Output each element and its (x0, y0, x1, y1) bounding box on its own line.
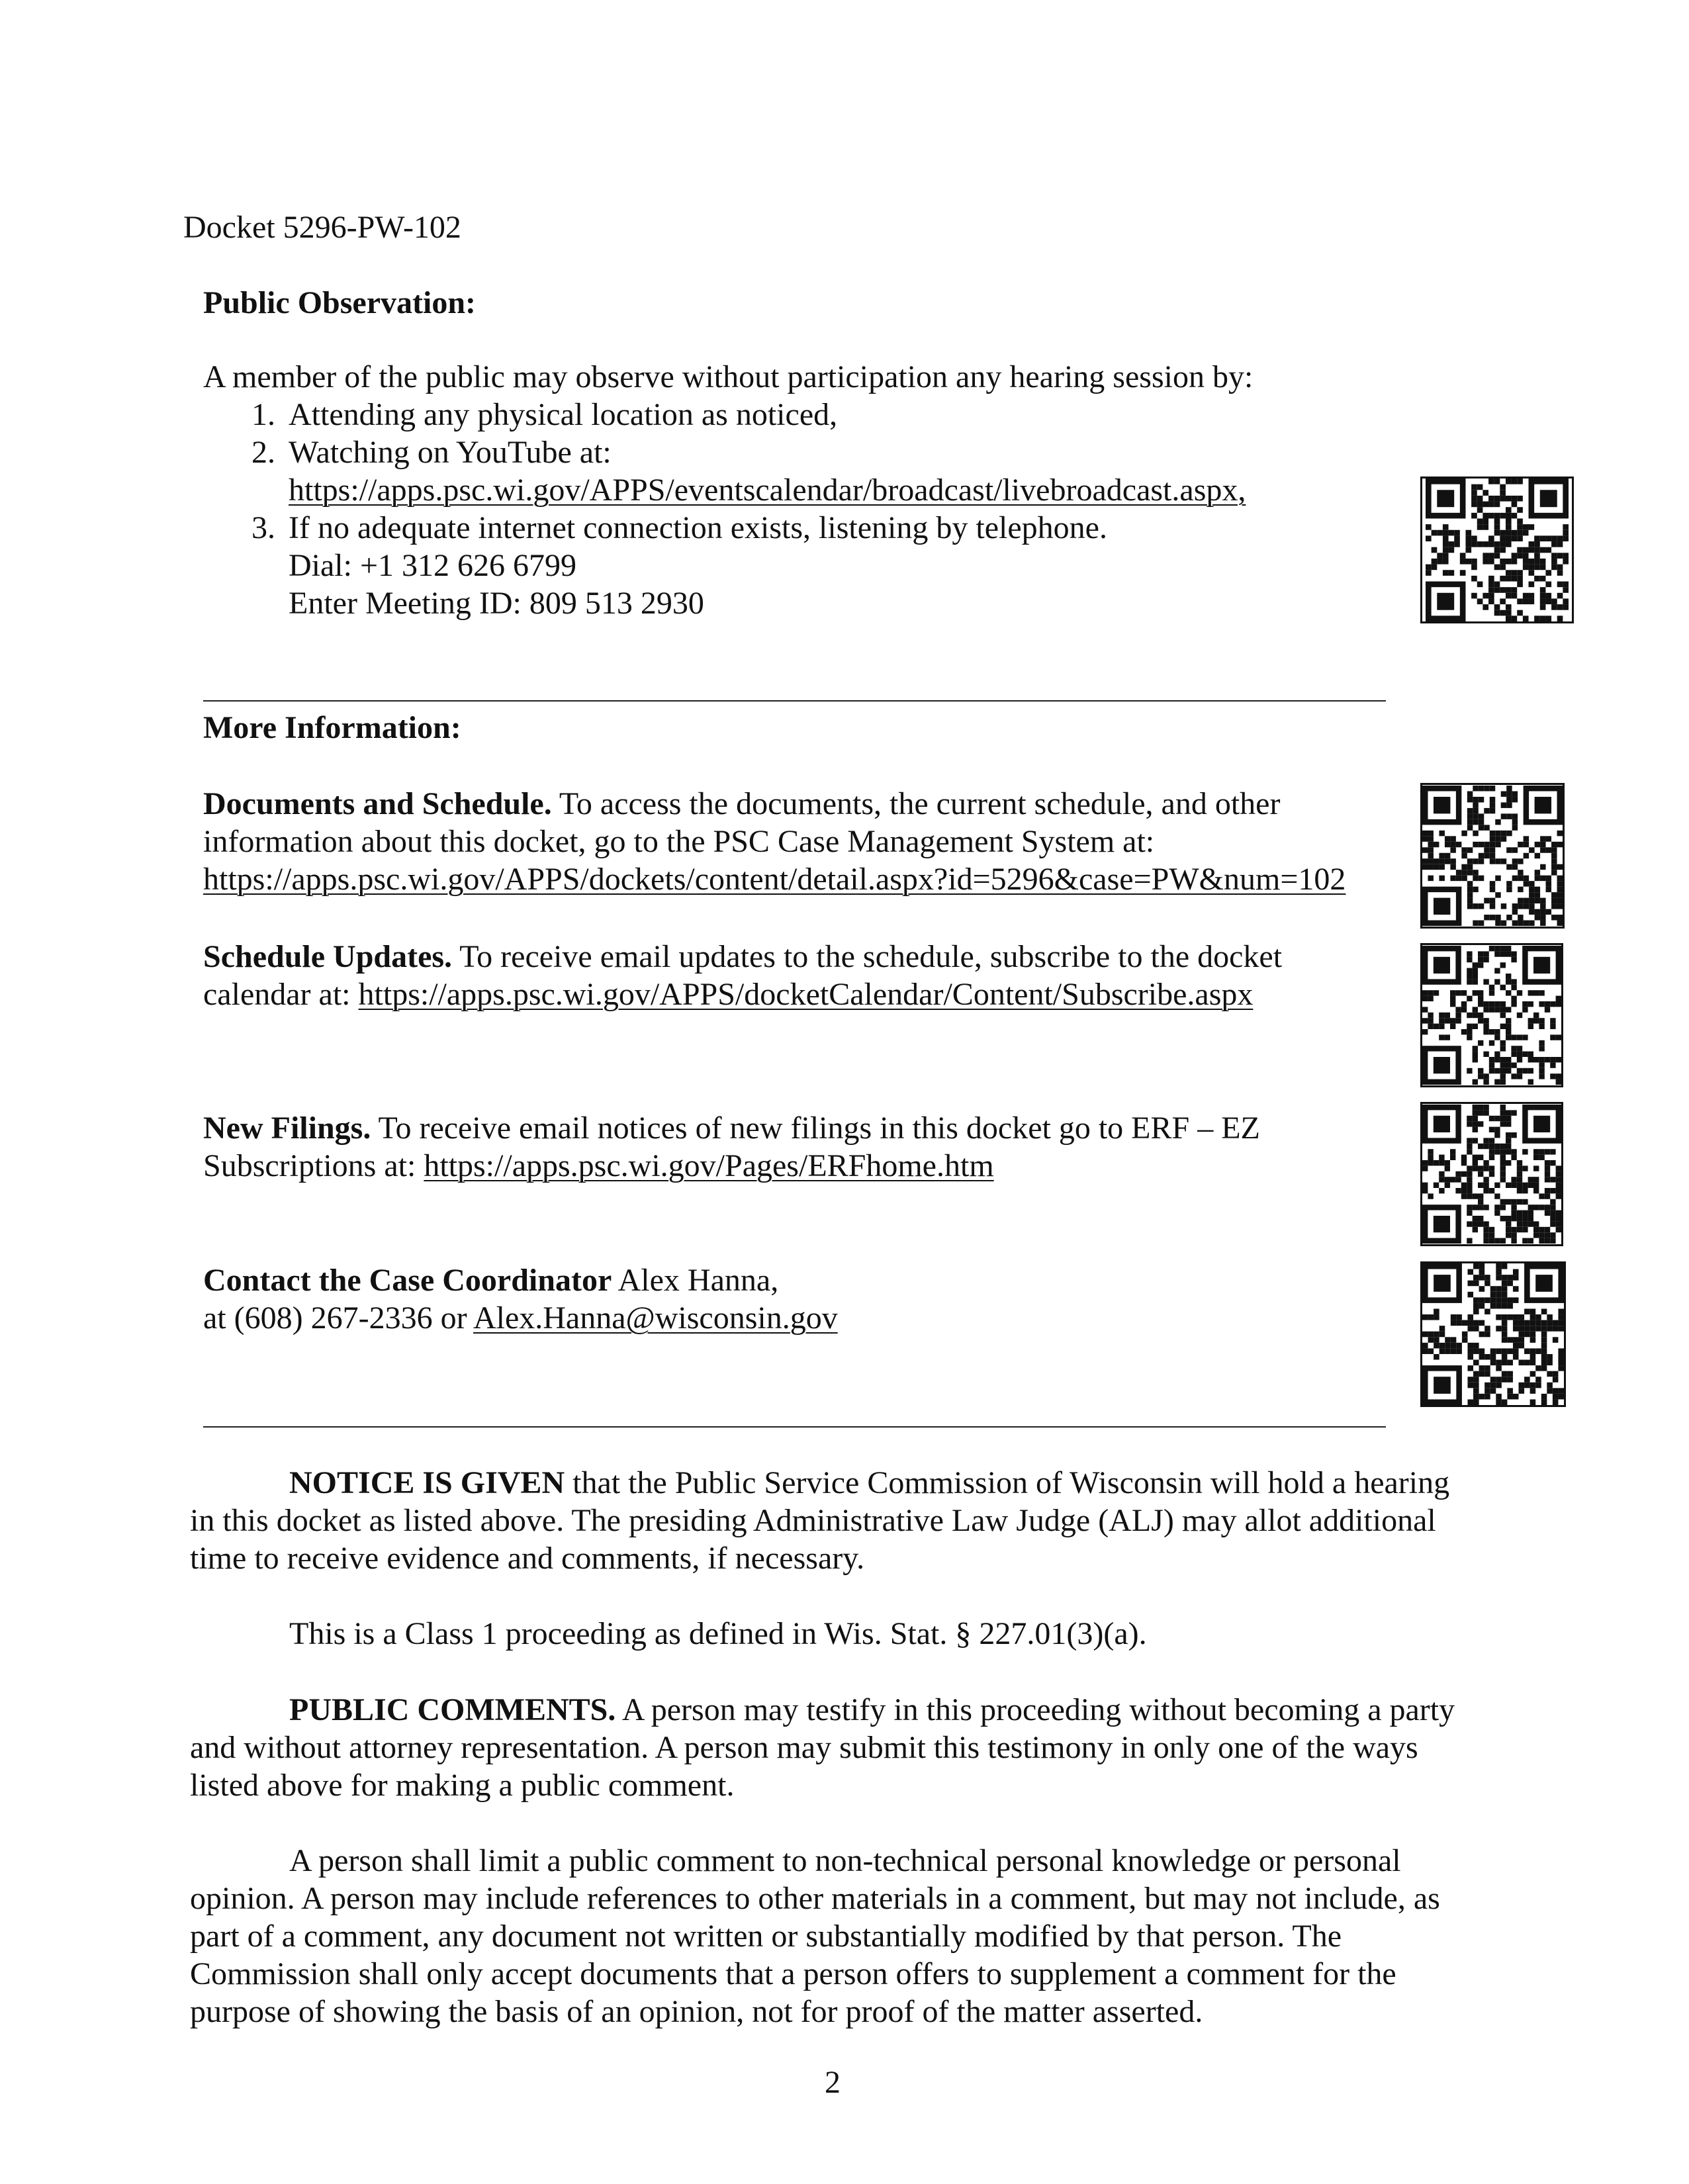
list-item: 1. Attending any physical location as noticed, (251, 397, 838, 432)
dial-number: Dial: +1 312 626 6799 (289, 548, 577, 583)
list-item: 3. If no adequate internet connection exists, listening by telephone. Dial: +1 312 626 6799 Enter Meeting ID: 809 513 2930 (251, 510, 1107, 621)
new-filings-section: New Filings. To receive email notices of new filings in this docket go to ERF – EZ Subscriptions at: https://apps.psc.wi.gov/Pages/ERFhome.htm (203, 1111, 1260, 1183)
contact-section: Contact the Case Coordinator Alex Hanna, at (608) 267-2336 or Alex.Hanna@wisconsin.gov (203, 1263, 838, 1336)
notice-label: NOTICE IS GIVEN (289, 1465, 565, 1500)
public-observation-heading: Public Observation: (203, 285, 477, 320)
qr-code-icon[interactable] (1420, 1102, 1563, 1246)
schedule-updates-section: Schedule Updates. To receive email updates to the schedule, subscribe to the docket calendar at: https://apps.psc.wi.gov/APPS/docketCalendar/Content/Subscribe.aspx (203, 939, 1283, 1012)
coordinator-email-link[interactable]: Alex.Hanna@wisconsin.gov (473, 1300, 838, 1336)
observation-list (223, 396, 1348, 622)
qr-code-icon[interactable] (1420, 477, 1574, 623)
contact-label: Contact the Case Coordinator (203, 1263, 612, 1298)
divider (203, 700, 1386, 702)
public-comments-label: PUBLIC COMMENTS. (289, 1692, 616, 1727)
erf-home-link[interactable]: https://apps.psc.wi.gov/Pages/ERFhome.htm (424, 1148, 994, 1183)
page-number: 2 (825, 2065, 841, 2100)
notice-paragraph: NOTICE IS GIVEN that the Public Service Commission of Wisconsin will hold a hearing in this docket as listed above. The presiding Administrative Law Judge (ALJ) may allot additional time to receive evidence and comments, if necessary. (190, 1465, 1450, 1576)
more-information-heading: More Information: (203, 710, 461, 745)
youtube-broadcast-link[interactable]: https://apps.psc.wi.gov/APPS/eventscalendar/broadcast/livebroadcast.aspx, (289, 473, 1246, 508)
documents-schedule-label: Documents and Schedule. (203, 786, 552, 821)
qr-code-icon[interactable] (1420, 1261, 1566, 1407)
divider (203, 1426, 1386, 1428)
public-observation-intro: A member of the public may observe without participation any hearing session by: (203, 359, 1254, 394)
comment-limit-paragraph: A person shall limit a public comment to non-technical personal knowledge or personal opinion. A person may include references to other materials in a comment, but may not include, as part of a comment, any document not written or substantially modified by that person. The Commission shall only accept documents that a person offers to supplement a comment for the purpose of showing the basis of an opinion, not for proof of the matter asserted. (190, 1843, 1440, 2029)
new-filings-label: New Filings. (203, 1111, 371, 1146)
schedule-updates-label: Schedule Updates. (203, 939, 453, 974)
documents-schedule-section: Documents and Schedule. To access the documents, the current schedule, and other information about this docket, go to the PSC Case Management System at: https://apps.psc.wi.gov/APPS/dockets/content/detail.aspx?id=5296&case=PW&num=102 (203, 786, 1346, 897)
qr-code-icon[interactable] (1420, 783, 1565, 929)
class-paragraph: This is a Class 1 proceeding as defined in Wis. Stat. § 227.01(3)(a). (289, 1616, 1147, 1651)
docket-detail-link[interactable]: https://apps.psc.wi.gov/APPS/dockets/content/detail.aspx?id=5296&case=PW&num=102 (203, 862, 1346, 897)
docket-calendar-subscribe-link[interactable]: https://apps.psc.wi.gov/APPS/docketCalendar/Content/Subscribe.aspx (358, 977, 1254, 1012)
list-item: 2. Watching on YouTube at: https://apps.psc.wi.gov/APPS/eventscalendar/broadcast/livebroadcast.aspx, (251, 435, 1246, 508)
qr-code-icon[interactable] (1420, 943, 1563, 1087)
public-comments-paragraph: PUBLIC COMMENTS. A person may testify in this proceeding without becoming a party and without attorney representation. A person may submit this testimony in only one of the ways listed above for making a public comment. (190, 1692, 1455, 1803)
meeting-id: Enter Meeting ID: 809 513 2930 (289, 586, 704, 621)
docket-number: Docket 5296-PW-102 (183, 210, 461, 245)
